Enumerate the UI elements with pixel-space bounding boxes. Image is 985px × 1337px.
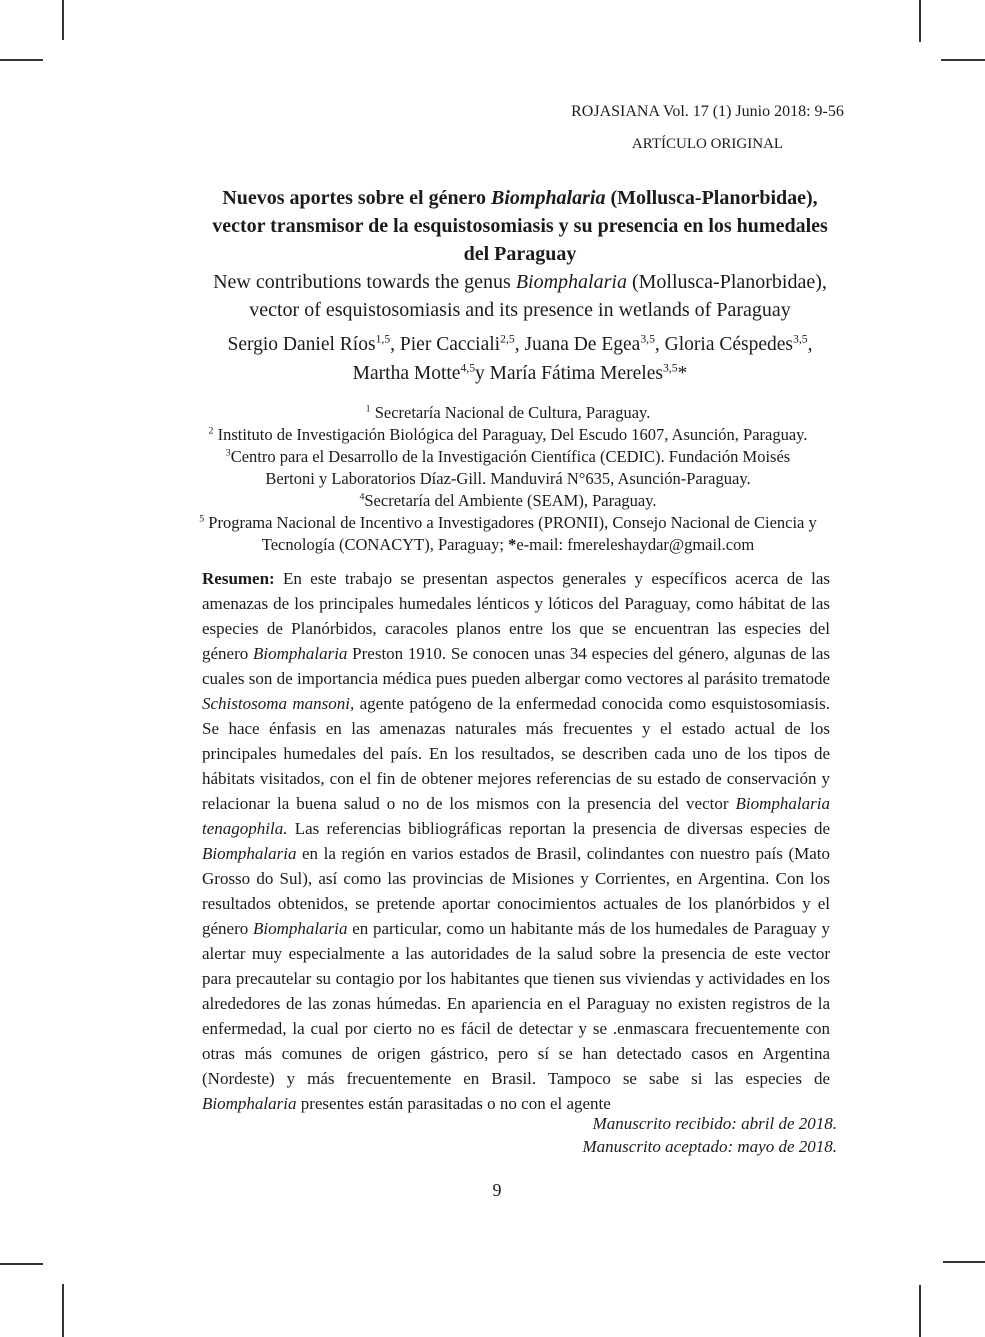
manuscript-accepted: Manuscrito aceptado: mayo de 2018. [582,1137,837,1156]
page-number: 9 [492,1180,502,1200]
title-spanish-line-3: del Paraguay [463,243,577,265]
title-block [160,184,880,324]
title-english [160,268,880,324]
authors-block [160,330,880,388]
journal-citation: ROJASIANA Vol. 17 (1) Junio 2018: 9-56 [571,103,844,120]
affiliation-line-2: $^2$ Instituto de Investigación Biológica del Paraguay, Del Escudo 1607, Asunción, Paraguay. [208,425,808,444]
affiliation-line-4: Bertoni y Laboratorios Díaz-Gill. Manduvirá N°635, Asunción-Paraguay. [265,469,751,488]
abstract-paragraph: Resumen: En este trabajo se presentan aspectos generales y específicos acerca de las amenazas de los principales humedales lénticos y lóticos del Paraguay, como hábitat de las especies de Planórbidos, caracoles planos entre los que se encuentran las especies del género Biomphalaria Preston 1910. Se conocen unas 34 especies del género, algunas de las cuales son de importancia médica pues pueden albergar como vectores al parásito trematode Schistosoma mansoni, agente patógeno de la enfermedad conocida como esquistosomiasis. Se hace énfasis en las amenazas naturales más frecuentes y el estado actual de los principales humedales del país. En los resultados, se describen cada uno de los tipos de hábitats visitados, con el fin de obtener mejores referencias de su estado de conservación y relacionar la buena salud o no de los mismos con la presencia del vector Biomphalaria tenagophila. Las referencias bibliográficas reportan la presencia de diversas especies de Biomphalaria en la región en varios estados de Brasil, colindantes con nuestro país (Mato Grosso do Sul), así como las provincias de Misiones y Corrientes, en Argentina. Con los resultados obtenidos, se pretende aportar conocimientos actuales de los planórbidos y el género Biomphalaria en particular, como un habitante más de los humedales de Paraguay y alertar muy especialmente a las autoridades de la salud sobre la presencia de este vector para precautelar su contagio por los habitantes que tienen sus viviendas y actividades en los alrededores de las zonas húmedas. En apariencia en el Paraguay no existen registros de la enfermedad, la cual por cierto no es fácil de detectar y se .enmascara frecuentemente con otras más comunes de origen gástrico, pero sí se han detectado casos en Argentina (Nordeste) y más frecuentemente en Brasil. Tampoco se sabe si las especies de Biomphalaria presentes están parasitadas o no con el agente [202,569,830,1113]
affiliation-line-1: $^1$ Secretaría Nacional de Cultura, Paraguay. [365,403,651,422]
crop-mark-top-right-horizontal [941,59,985,61]
authors-line-1: Sergio Daniel Ríos$^{1,5}$, Pier Cacciali$^{2,5}$, Juana De Egea$^{3,5}$, Gloria Céspedes$^{3,5}$, [227,332,813,355]
article-type-label: ARTÍCULO ORIGINAL [631,136,784,152]
crop-mark-bottom-left-horizontal [0,1263,43,1265]
journal-header [530,102,885,153]
crop-mark-bottom-right-horizontal [943,1261,985,1263]
affiliation-line-7: Tecnología (CONACYT), Paraguay; *e-mail: fmereleshaydar@gmail.com [261,535,755,554]
title-english-line-2: vector of esquistosomiasis and its presence in wetlands of Paraguay [249,299,791,321]
crop-mark-top-left-horizontal [0,59,43,61]
authors-line-2: Martha Motte$^{4,5}$y María Fátima Mereles$^{3,5}$* [352,361,688,384]
crop-mark-top-right-vertical [919,0,921,42]
affiliations-block [143,402,873,556]
affiliation-line-3: $^3$Centro para el Desarrollo de la Investigación Científica (CEDIC). Fundación Moisés [225,447,791,466]
title-spanish [160,184,880,268]
affiliation-line-5: $^4$Secretaría del Ambiente (SEAM), Paraguay. [359,491,657,510]
crop-mark-bottom-right-vertical [919,1285,921,1337]
title-spanish-line-1: Nuevos aportes sobre el género Biomphalaria (Mollusca-Planorbidae), [222,187,818,209]
affiliation-line-6: $^5$ Programa Nacional de Incentivo a Investigadores (PRONII), Consejo Nacional de Ciencia y [199,513,817,532]
title-english-line-1: New contributions towards the genus Biomphalaria (Mollusca-Planorbidae), [213,271,827,293]
title-spanish-line-2: vector transmisor de la esquistosomiasis y su presencia en los humedales [212,215,828,237]
crop-mark-top-left-vertical [62,0,64,40]
manuscript-received: Manuscrito recibido: abril de 2018. [592,1114,837,1133]
crop-mark-bottom-left-vertical [62,1284,64,1337]
manuscript-dates [583,1112,837,1158]
